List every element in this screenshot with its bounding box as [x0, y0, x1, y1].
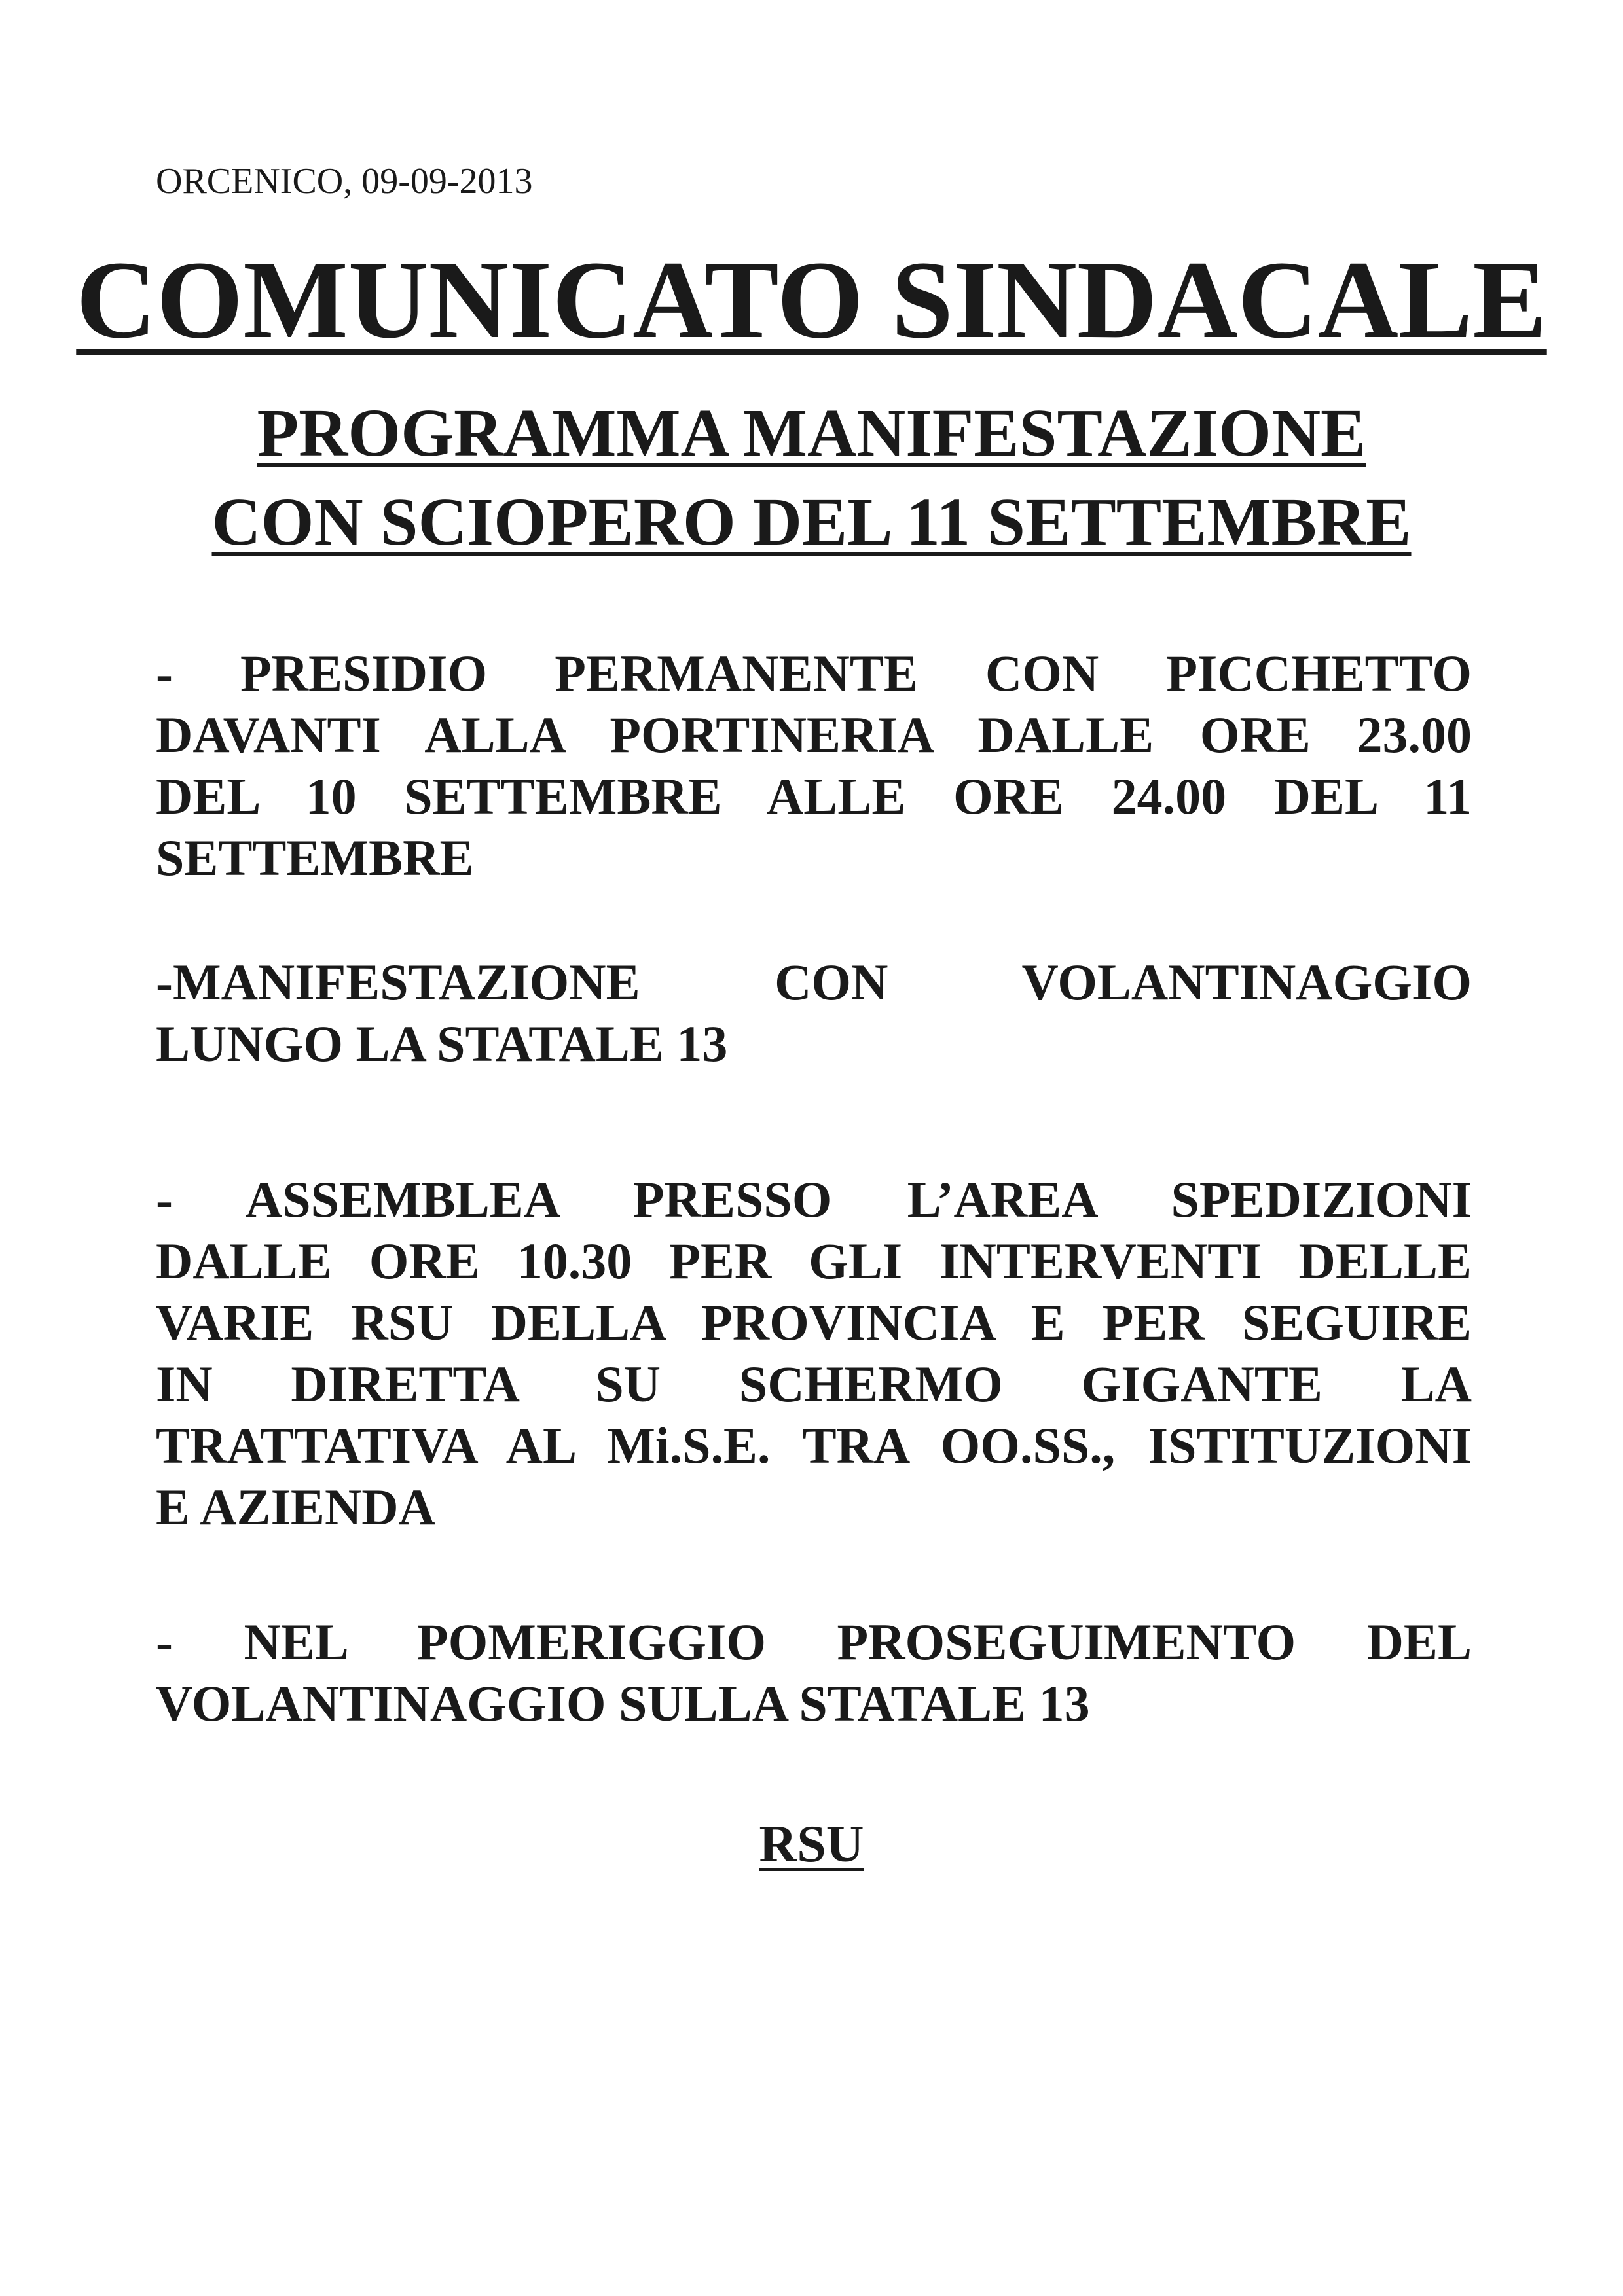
- program-item-presidio: [156, 643, 1472, 889]
- item-line: - PRESIDIO PERMANENTE CON PICCHETTO: [156, 645, 1472, 702]
- item-line: VOLANTINAGGIO SULLA STATALE 13: [156, 1675, 1090, 1732]
- title-text: COMUNICATO SINDACALE: [76, 238, 1547, 361]
- item-line: - ASSEMBLEA PRESSO L’AREA SPEDIZIONI: [156, 1171, 1472, 1228]
- page-title: [0, 238, 1623, 361]
- item-line: DEL 10 SETTEMBRE ALLE ORE 24.00 DEL 11: [156, 768, 1472, 825]
- item-line: - NEL POMERIGGIO PROSEGUIMENTO DEL: [156, 1613, 1472, 1670]
- item-line: SETTEMBRE: [156, 829, 474, 886]
- item-line: DAVANTI ALLA PORTINERIA DALLE ORE 23.00: [156, 706, 1472, 763]
- item-line: IN DIRETTA SU SCHERMO GIGANTE LA: [156, 1355, 1472, 1412]
- item-line: LUNGO LA STATALE 13: [156, 1015, 728, 1072]
- item-line: VARIE RSU DELLA PROVINCIA E PER SEGUIRE: [156, 1294, 1472, 1351]
- item-line: E AZIENDA: [156, 1479, 435, 1535]
- program-item-assemblea: [156, 1169, 1472, 1538]
- subtitle-line-2: CON SCIOPERO DEL 11 SETTEMBRE: [211, 484, 1412, 560]
- date-line: ORCENICO, 09-09-2013: [156, 161, 533, 202]
- item-line: TRATTATIVA AL Mi.S.E. TRA OO.SS., ISTITUZIONI: [156, 1417, 1472, 1474]
- item-line: DALLE ORE 10.30 PER GLI INTERVENTI DELLE: [156, 1232, 1472, 1289]
- program-item-pomeriggio: [156, 1611, 1472, 1734]
- program-item-manifestazione: [156, 952, 1472, 1075]
- signature: [0, 1813, 1623, 1876]
- signature-text: RSU: [759, 1816, 864, 1873]
- subtitle-line-1: PROGRAMMA MANIFESTAZIONE: [257, 395, 1366, 471]
- subtitle: [0, 389, 1623, 567]
- item-line: -MANIFESTAZIONE CON VOLANTINAGGIO: [156, 954, 1472, 1011]
